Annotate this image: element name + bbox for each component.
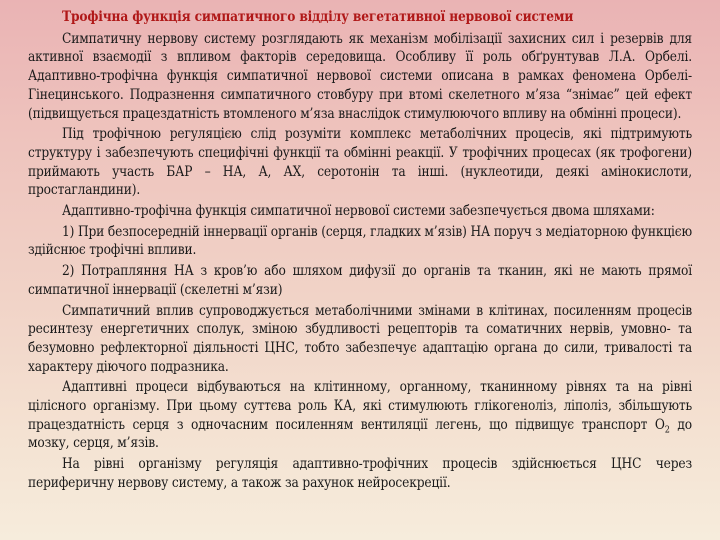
paragraph-7 xyxy=(28,378,692,453)
paragraph-7-text: Адаптивні процеси відбуваються на клітинному, органному, тканинному рівнях та на рівні цілісного організму. При цьому суттєва роль КА, які стимулюють глікогеноліз, ліполіз, збільшують працездатність серця з одночасним посиленням вентиляції легень, що підвищує транспорт О xyxy=(28,379,692,433)
paragraph-3: Адаптивно-трофічна функція симпатичної нервової системи забезпечується двома шляхами: xyxy=(62,203,655,220)
paragraph-1: Симпатичну нервову систему розглядають як механізм мобілізації захисних сил і резервів для активної взаємодії з впливом факторів середовища. Особливу її роль обґрунтував Л.А. Орбелі. Адаптивно-трофічна функція симпатичної нервової системи описана в рамках феномена Орбелі-Гінецинського. Подразнення симпатичного стовбуру при втомі скелетного м’яза “знімає” цей ефект (підвищується працездатність втомленого м’яза внаслідок стимулюючого впливу на обмінні процеси). xyxy=(28,30,692,122)
slide-content xyxy=(28,8,692,495)
paragraph-2: Під трофічною регуляцією слід розуміти комплекс метаболічних процесів, які підтримують структуру і забезпечують специфічні функції та обмінні реакції. У трофічних процесах (як трофогени) приймають участь БАР – НА, А, АХ, серотонін та інші. (нуклеотиди, деякі амінокислоти, простагландини). xyxy=(28,126,692,199)
paragraph-7-tail: до мозку, серця, м’язів. xyxy=(28,416,692,452)
oxygen-subscript: 2 xyxy=(664,425,670,436)
paragraph-5: 2) Потрапляння НА з кров’ю або шляхом дифузії до органів та тканин, які не мають прямої симпатичної іннервації (скелетні м’язи) xyxy=(28,263,692,298)
paragraph-6: Симпатичний вплив супроводжується метаболічними змінами в клітинах, посиленням процесів ресинтезу енергетичних сполук, зміною збудливості рецепторів та соматичних нервів, умовно- та безумовно рефлекторної діяльності ЦНС, тобто забезпечує адаптацію органа до сили, тривалості та характеру діючого подразника. xyxy=(28,302,692,375)
slide-title: Трофічна функція симпатичного відділу вегетативної нервової системи xyxy=(62,9,574,25)
paragraph-4: 1) При безпосередній іннервації органів (серця, гладких м’язів) НА поруч з медіаторною функцією здійснює трофічні впливи. xyxy=(28,223,692,259)
paragraph-8: На рівні організму регуляція адаптивно-трофічних процесів здійснюється ЦНС через периферичну нервову систему, а також за рахунок нейросекреції. xyxy=(28,456,692,491)
